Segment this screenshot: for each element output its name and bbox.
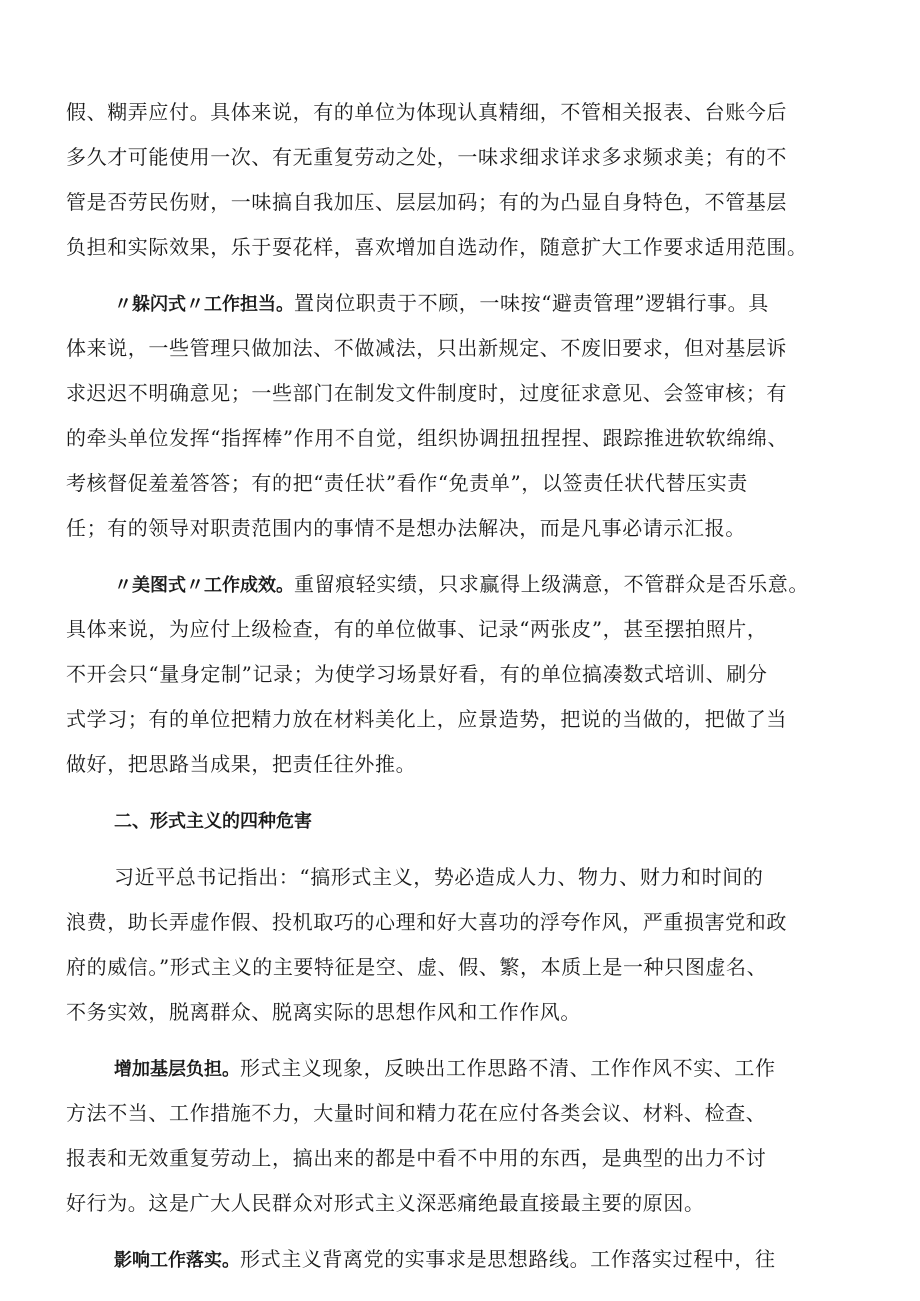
paragraph-dodging-responsibility xyxy=(66,281,866,551)
text-line: 浪费，助长弄虚作假、投机取巧的心理和好大喜功的浮夸作风，严重损害党和政 xyxy=(66,910,787,934)
paragraph-work-implementation xyxy=(66,1237,866,1282)
text-line: 多久才可能使用一次、有无重复劳动之处，一味求细求详求多求频求美；有的不 xyxy=(66,145,787,169)
text-line: 求迟迟不明确意见；一些部门在制发文件制度时，过度征求意见、会签审核；有 xyxy=(66,381,787,405)
text-line: 的牵头单位发挥“指挥棒”作用不自觉，组织协调扭扭捏捏、跟踪推进软软绵绵、 xyxy=(66,426,789,450)
section-heading: 二、形式主义的四种危害 xyxy=(114,811,312,832)
text-line: 习近平总书记指出：“搞形式主义，势必造成人力、物力、财力和时间的 xyxy=(114,865,764,889)
text-line: 好行为。这是广大人民群众对形式主义深恶痛绝最直接最主要的原因。 xyxy=(66,1191,705,1215)
text-line: 做好，把思路当成果，把责任往外推。 xyxy=(66,752,417,776)
text-line: 不务实效，脱离群众、脱离实际的思想作风和工作作风。 xyxy=(66,1000,581,1024)
paragraph-lead: 增加基层负担。 xyxy=(114,1059,240,1080)
text-line xyxy=(66,1046,866,1091)
text-line xyxy=(66,1237,866,1282)
text-run: 形式主义现象，反映出工作思路不清、工作作风不实、工作 xyxy=(240,1056,776,1080)
text-line: 方法不当、工作措施不力，大量时间和精力花在应付各类会议、材料、检查、 xyxy=(66,1101,767,1125)
text-line: 考核督促羞羞答答；有的把“责任状”看作“免责单”，以签责任状代替压实责 xyxy=(66,471,748,495)
text-line: 管是否劳民伤财，一味搞自我加压、层层加码；有的为凸显自身特色，不管基层 xyxy=(66,190,787,214)
paragraph-lead: 影响工作落实。 xyxy=(114,1250,240,1271)
paragraph-beautified-results xyxy=(66,562,866,787)
text-line xyxy=(66,562,866,607)
text-line: 式学习；有的单位把精力放在材料美化上，应景造势，把说的当做的，把做了当 xyxy=(66,707,787,731)
paragraph-quote xyxy=(66,855,866,1035)
text-run: 重留痕轻实绩，只求赢得上级满意，不管群众是否乐意。 xyxy=(294,572,809,596)
paragraph-lead: 〃美图式〃工作成效。 xyxy=(114,575,294,596)
text-line: 府的威信。”形式主义的主要特征是空、虚、假、繁，本质上是一种只图虚名、 xyxy=(66,955,768,979)
text-line: 负担和实际效果，乐于耍花样，喜欢增加自选动作，随意扩大工作要求适用范围。 xyxy=(66,235,808,259)
document-body xyxy=(66,90,866,1282)
text-line: 体来说，一些管理只做加法、不做减法，只出新规定、不废旧要求，但对基层诉 xyxy=(66,336,787,360)
text-line: 假、糊弄应付。具体来说，有的单位为体现认真精细，不管相关报表、台账今后 xyxy=(66,100,787,124)
text-line: 报表和无效重复劳动上，搞出来的都是中看不中用的东西，是典型的出力不讨 xyxy=(66,1146,767,1170)
text-line: 不开会只“量身定制”记录；为使学习场景好看，有的单位搞凑数式培训、刷分 xyxy=(66,662,768,686)
paragraph-1 xyxy=(66,90,866,270)
text-line: 具体来说，为应付上级检查，有的单位做事、记录“两张皮”，甚至摆拍照片， xyxy=(66,617,768,641)
text-line xyxy=(66,281,866,326)
paragraph-lead: 〃躲闪式〃工作担当。 xyxy=(114,294,294,315)
text-run: 置岗位职责于不顾，一味按“避责管理”逻辑行事。具 xyxy=(294,291,769,315)
paragraph-grassroots-burden xyxy=(66,1046,866,1226)
text-line: 任；有的领导对职责范围内的事情不是想办法解决，而是凡事必请示汇报。 xyxy=(66,516,746,540)
text-run: 形式主义背离党的实事求是思想路线。工作落实过程中，往 xyxy=(240,1247,776,1271)
